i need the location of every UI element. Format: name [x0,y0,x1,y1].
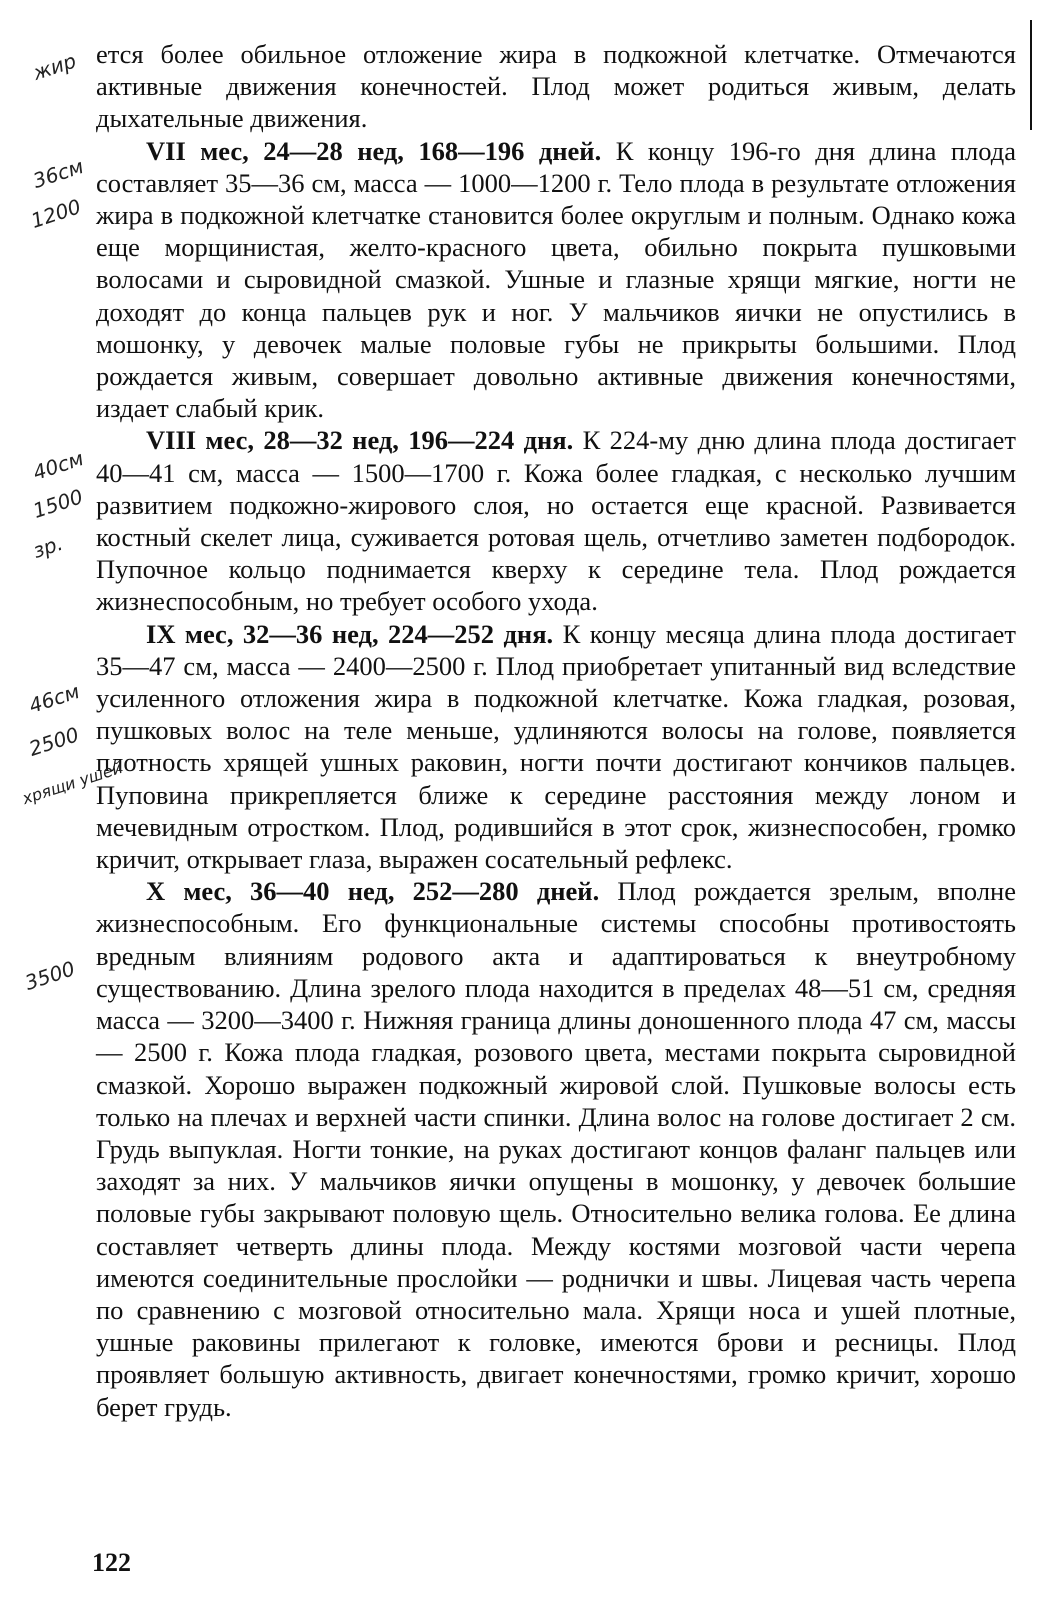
paragraph-intro [96,38,1016,135]
paragraph-text: К концу месяца длина плода достигает 35—47 см, масса — 2400—2500 г. Плод приобретает упитанный вид вследствие усиленного отложения жира в подкожной клетчатке. Кожа гладкая, розовая, пушковых волос на теле меньше, удлиняются волосы на голове, появляется плотность хрящей ушных раковин, ногти почти достигают кончиков пальцев. Пуповина прикрепляется ближе к середине расстояния между лоном и мечевидным отростком. Плод, родившийся в этот срок, жизнеспособен, громко кричит, открывает глаза, выражен сосательный рефлекс. [96,618,1016,875]
handwritten-note: 46см [26,679,83,718]
paragraph-month-10 [96,875,1016,1422]
section-heading: IX мес, 32—36 нед, 224—252 дня. [146,618,554,649]
handwritten-note: жир [30,48,79,85]
handwritten-note: 40см [30,446,87,485]
section-heading: VII мес, 24—28 нед, 168—196 дней. [146,135,602,166]
paragraph-text: К концу 196-го дня длина плода составляет 35—36 см, масса — 1000—1200 г. Тело плода в результате отложения жира в подкожной клетчатке становится более округлым и полным. Однако кожа еще морщинистая, желто-красного цвета, обильно покрыта пушковыми волосами и сыровидной смазкой. Ушные и глазные хрящи мягкие, ногти не доходят до конца пальцев рук и ног. У мальчиков яички не опустились в мошонку, у девочек малые половые губы не прикрыты большими. Плод рождается живым, совершает довольно активные движения конечностями, издает слабый крик. [96,135,1016,424]
paragraph-month-7 [96,135,1016,425]
handwritten-note: хрящи ушей [20,757,125,809]
page-number: 122 [92,1548,131,1577]
paragraph-text: К 224-му дню длина плода достигает 40—41 см, масса — 1500—1700 г. Кожа более гладкая, с несколько лучшим развитием подкожно-жирового слоя, но остается еще красной. Развивается костный скелет лица, суживается ротовая щель, отчетливо заметен подбородок. Пупочное кольцо поднимается кверху к середине тела. Плод рождается жизнеспособным, но требует особого ухода. [96,425,1016,617]
paragraph-month-8 [96,424,1016,617]
section-heading: X мес, 36—40 нед, 252—280 дней. [146,876,600,907]
body-text [96,38,1016,1423]
handwritten-note: 2500 [26,722,82,761]
section-heading: VIII мес, 28—32 нед, 196—224 дня. [146,425,574,456]
handwritten-note: 1200 [28,194,84,233]
handwritten-note: зр. [30,530,66,563]
margin-rule [1030,20,1032,130]
handwritten-note: 1500 [30,484,86,523]
paragraph-month-9 [96,618,1016,876]
paragraph-text: Плод рождается зрелым, вполне жизнеспособным. Его функциональные системы способны противостоять вредным влияниям родового акта и адаптироваться к внеутробному существованию. Длина зрелого плода находится в пределах 48—51 см, средняя масса — 3200—3400 г. Нижняя граница длины доношенного плода 47 см, массы — 2500 г. Кожа плода гладкая, розового цвета, местами покрыта сыровидной смазкой. Хорошо выражен подкожный жировой слой. Пушковые волосы есть только на плечах и верхней части спинки. Длина волос на голове достигает 2 см. Грудь выпуклая. Ногти тонкие, на руках достигают концов фаланг пальцев или заходят за них. У мальчиков яички опущены в мошонку, у девочек большие половые губы закрывают половую щель. Относительно велика голова. Ее длина составляет четверть длины плода. Между костями мозговой части черепа имеются соединительные прослойки — роднички и швы. Лицевая часть черепа по сравнению с мозговой относительно мала. Хрящи носа и ушей плотные, ушные раковины прилегают к головке, имеются брови и ресницы. Плод проявляет большую активность, двигает конечностями, громко кричит, хорошо берет грудь. [96,876,1017,1422]
handwritten-note: 36см [30,154,87,193]
paragraph-text: ется более обильное отложение жира в подкожной клетчатке. Отмечаются активные движения конечностей. Плод может родиться живым, делать дыхательные движения. [96,39,1016,134]
handwritten-note: 3500 [22,956,78,995]
